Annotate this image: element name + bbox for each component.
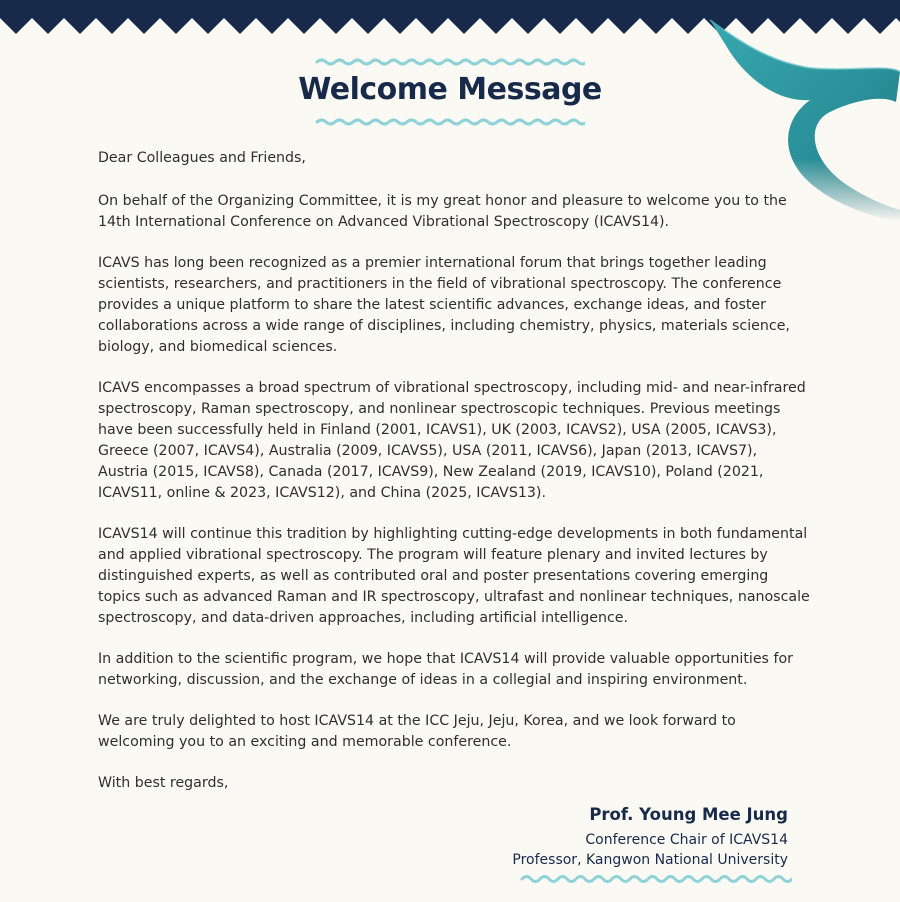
closing: With best regards, <box>98 775 229 791</box>
greeting: Dear Colleagues and Friends, <box>98 150 306 166</box>
paragraph: ICAVS encompasses a broad spectrum of vibrational spectroscopy, including mid- and near-infrared spectroscopy, Raman spectroscopy, and nonlinear spectroscopic techniques. Previous meetings have been successfully held in Finland (2001, ICAVS1), UK (2003, ICAVS2), USA (2005, ICAVS3), Greece (2007, ICAVS4), Australia (2009, ICAVS5), USA (2011, ICAVS6), Japan (2013, ICAVS7), Austria (2015, ICAVS8), Canada (2017, ICAVS9), New Zealand (2019, ICAVS10), Poland (2021, ICAVS11, online & 2023, ICAVS12), and China (2025, ICAVS13). <box>98 380 806 501</box>
page-title: Welcome Message <box>298 72 602 107</box>
letter-body <box>98 148 810 814</box>
paragraph: On behalf of the Organizing Committee, it is my great honor and pleasure to welcome you to the 14th International Conference on Advanced Vibrational Spectroscopy (ICAVS14). <box>98 193 787 230</box>
wavy-decoration-signature <box>520 872 792 886</box>
wavy-decoration-top <box>315 56 585 68</box>
signature-block <box>512 803 788 870</box>
wavy-decoration-bottom <box>315 116 585 128</box>
signatory-affiliation: Professor, Kangwon National University <box>512 852 788 868</box>
title-block <box>250 56 650 128</box>
signatory-name: Prof. Young Mee Jung <box>589 805 788 824</box>
paragraph: ICAVS has long been recognized as a premier international forum that brings together leading scientists, researchers, and practitioners in the field of vibrational spectroscopy. The conference provides a unique platform to share the latest scientific advances, exchange ideas, and foster collaborations across a wide range of disciplines, including chemistry, physics, materials science, biology, and biomedical sciences. <box>98 255 790 355</box>
paragraph: ICAVS14 will continue this tradition by highlighting cutting-edge developments in both fundamental and applied vibrational spectroscopy. The program will feature plenary and invited lectures by distinguished experts, as well as contributed oral and poster presentations covering emerging topics such as advanced Raman and IR spectroscopy, ultrafast and nonlinear techniques, nanoscale spectroscopy, and data-driven approaches, including artificial intelligence. <box>98 526 810 626</box>
signatory-role: Conference Chair of ICAVS14 <box>585 832 788 848</box>
paragraph: In addition to the scientific program, we hope that ICAVS14 will provide valuable opportunities for networking, discussion, and the exchange of ideas in a collegial and inspiring environment. <box>98 651 793 688</box>
paragraph: We are truly delighted to host ICAVS14 at the ICC Jeju, Jeju, Korea, and we look forward to welcoming you to an exciting and memorable conference. <box>98 713 736 750</box>
